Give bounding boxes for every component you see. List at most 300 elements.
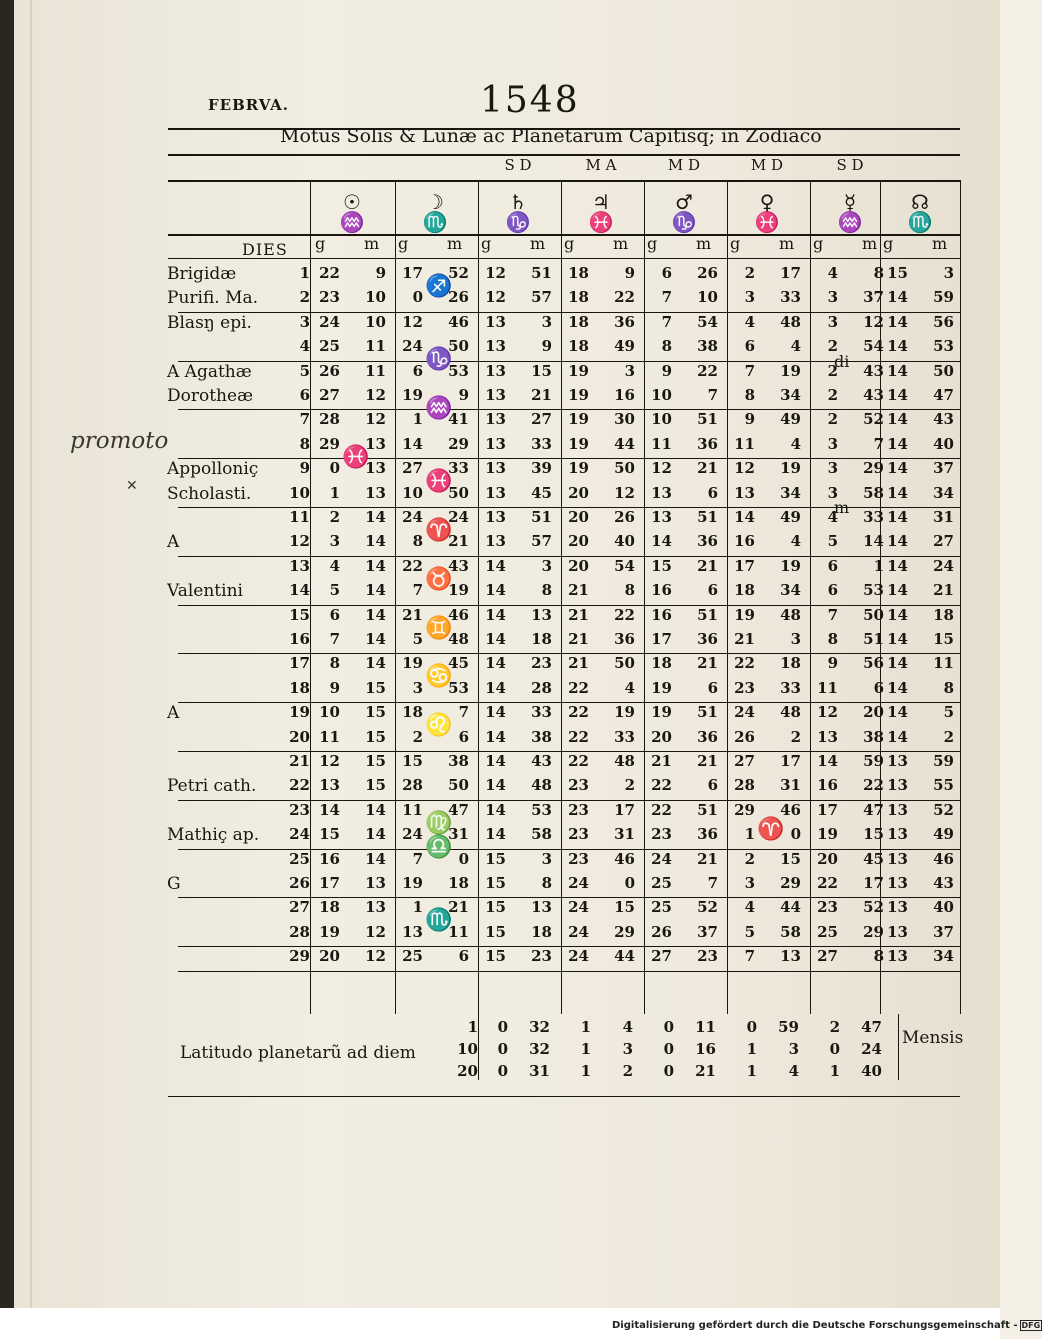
table-cell-g: 4 [827,264,838,282]
table-cell-g: 2 [744,849,755,868]
table-cell-m: 40 [933,898,954,917]
table-cell-g: 14 [485,727,506,746]
table-cell-m: 13 [780,947,801,966]
table-cell-m: 14 [365,825,386,844]
table-cell-m: 48 [531,776,552,795]
table-cell-g: 6 [827,581,838,600]
table-cell-g: 25 [651,898,672,917]
table-cell-g: 13 [887,776,908,795]
table-cell-m: 29 [780,874,801,892]
row-rule [178,971,960,972]
digitization-credit [612,1320,1042,1331]
table-cell-g: 19 [734,605,755,624]
table-cell-m: 18 [448,874,469,892]
day-number: 18 [289,678,310,697]
table-cell-m: 50 [614,654,635,673]
table-cell-g: 6 [744,337,755,356]
table-cell-m: 13 [531,605,552,624]
table-cell-g: 22 [568,678,589,697]
table-cell-g: 25 [402,947,423,966]
table-cell-g: 12 [402,312,423,331]
table-cell-g: 27 [651,947,672,966]
table-cell-g: 26 [319,361,340,380]
table-cell-g: 8 [329,654,340,673]
table-cell-m: 53 [531,800,552,819]
table-cell-g: 14 [817,752,838,770]
table-cell-m: 58 [780,922,801,941]
table-cell-m: 8 [873,947,884,966]
sign-symbol-icon-0: ♒ [339,210,365,234]
m-header-0: m [364,234,380,253]
day-number: 2 [299,288,310,307]
table-cell-m: 17 [863,874,884,892]
table-cell-g: 14 [887,678,908,697]
table-cell-g: 23 [817,898,838,917]
table-cell-g: 11 [402,800,423,819]
day-number: 13 [289,556,310,575]
table-cell-m: 23 [531,654,552,673]
table-cell-m: 2 [790,727,801,746]
table-cell-g: 10 [402,483,423,502]
table-cell-m: 15 [365,776,386,795]
table-cell-g: 8 [744,386,755,404]
table-cell-m: 7 [873,434,884,453]
table-cell-g: 21 [568,581,589,600]
credit-text: Digitalisierung gefördert durch die Deutsche Forschungsgemeinschaft - [612,1320,1018,1331]
lat-rule-left [478,1014,479,1080]
table-cell-g: 2 [827,386,838,404]
table-cell-m: 51 [863,630,884,648]
table-cell-g: 17 [651,630,672,648]
table-cell-m: 26 [448,288,469,307]
table-cell-g: 13 [887,922,908,941]
table-cell-g: 14 [319,800,340,819]
table-cell-g: 22 [568,727,589,746]
table-cell-m: 36 [697,532,718,551]
table-cell-g: 24 [402,825,423,844]
m-header-7: m [932,234,948,253]
table-cell-m: 19 [780,556,801,575]
table-cell-g: 2 [827,410,838,429]
table-cell-m: 15 [531,361,552,380]
table-cell-m: 4 [790,434,801,453]
table-cell-m: 46 [614,849,635,868]
column-rule-3 [561,180,562,1014]
table-cell-m: 8 [873,264,884,282]
latitudo-cell-deg: 2 [829,1018,840,1036]
table-cell-g: 21 [568,605,589,624]
day-number: 12 [289,532,310,551]
table-cell-m: 14 [365,630,386,648]
table-cell-g: 13 [485,459,506,478]
table-cell-g: 18 [651,654,672,673]
latitudo-cell-deg: 0 [663,1062,674,1080]
latitudo-cell-min: 32 [529,1018,550,1036]
table-cell-m: 15 [365,727,386,746]
table-cell-g: 7 [744,947,755,966]
sign-symbol-icon-5: ♓ [754,210,780,234]
table-cell-m: 31 [448,825,469,844]
table-cell-m: 12 [365,922,386,941]
table-cell-g: 19 [568,459,589,478]
g-header-5: g [730,234,741,253]
table-cell-m: 33 [780,288,801,307]
table-cell-m: 14 [365,508,386,526]
latitudo-cell-deg: 1 [746,1062,757,1080]
sign-symbol-icon-4: ♑ [671,210,697,234]
table-cell-m: 46 [933,849,954,868]
day-number: 1 [299,264,310,282]
table-cell-g: 13 [485,386,506,404]
table-cell-g: 8 [827,630,838,648]
table-cell-g: 18 [319,898,340,917]
table-cell-g: 23 [568,800,589,819]
table-cell-g: 22 [568,752,589,770]
table-cell-g: 5 [744,922,755,941]
sign-symbol-icon-2: ♑ [505,210,531,234]
table-cell-m: 31 [780,776,801,795]
table-cell-m: 14 [365,556,386,575]
day-number: 29 [289,947,310,966]
table-cell-g: 13 [887,898,908,917]
moon-sign-icon: ♌ [425,713,453,739]
table-cell-g: 16 [651,605,672,624]
day-number: 20 [289,727,310,746]
table-cell-m: 56 [863,654,884,673]
table-cell-g: 1 [744,825,755,844]
table-cell-m: 45 [863,849,884,868]
table-cell-m: 24 [448,508,469,526]
table-cell-m: 51 [697,800,718,819]
row-label: Appolloniç [167,459,259,480]
day-number: 22 [289,776,310,795]
table-cell-g: 25 [319,337,340,356]
handwritten-note: promoto [70,428,169,454]
table-cell-m: 6 [707,678,718,697]
table-cell-g: 3 [827,459,838,478]
table-cell-m: 9 [624,264,635,282]
table-cell-m: 14 [365,581,386,600]
table-cell-g: 14 [485,752,506,770]
table-cell-m: 0 [458,849,469,868]
mercury-note: di [834,351,850,371]
table-cell-m: 8 [943,678,954,697]
table-cell-m: 33 [531,434,552,453]
moon-sign-icon: ♎ [425,835,453,861]
table-cell-g: 14 [887,605,908,624]
table-cell-m: 29 [863,922,884,941]
table-cell-g: 8 [412,532,423,551]
table-cell-g: 28 [402,776,423,795]
table-cell-m: 50 [933,361,954,380]
column-rule-5 [727,180,728,1014]
table-cell-g: 11 [651,434,672,453]
table-cell-g: 22 [402,556,423,575]
latitudo-cell-deg: 0 [663,1040,674,1058]
day-number: 14 [289,581,310,600]
dies-label: DIES [242,240,288,259]
table-cell-g: 2 [827,337,838,356]
table-cell-m: 21 [697,459,718,478]
table-cell-m: 52 [933,800,954,819]
table-cell-g: 13 [485,532,506,551]
table-cell-m: 21 [448,898,469,917]
table-cell-g: 17 [734,556,755,575]
table-cell-m: 15 [614,898,635,917]
table-cell-m: 6 [458,727,469,746]
table-cell-m: 3 [790,630,801,648]
day-number: 19 [289,703,310,722]
table-cell-g: 22 [817,874,838,892]
table-cell-g: 3 [744,874,755,892]
table-cell-m: 14 [365,532,386,551]
table-cell-g: 20 [568,508,589,526]
table-cell-m: 13 [365,874,386,892]
table-cell-m: 15 [780,849,801,868]
table-cell-g: 14 [485,703,506,722]
table-cell-g: 19 [402,874,423,892]
table-cell-m: 15 [365,703,386,722]
table-cell-m: 54 [697,312,718,331]
table-cell-g: 12 [485,264,506,282]
table-cell-g: 5 [329,581,340,600]
table-cell-m: 30 [614,410,635,429]
table-cell-m: 19 [780,361,801,380]
table-cell-g: 15 [485,849,506,868]
table-cell-m: 19 [780,459,801,478]
mercury-note: m [834,498,850,517]
table-cell-m: 53 [448,361,469,380]
table-cell-m: 7 [707,386,718,404]
table-cell-g: 13 [485,361,506,380]
planet-symbol-icon-3: ♃ [592,190,610,214]
table-cell-g: 1 [412,898,423,917]
table-cell-m: 41 [448,410,469,429]
table-cell-g: 18 [568,264,589,282]
latitudo-cell-deg: 0 [663,1018,674,1036]
table-cell-m: 14 [365,800,386,819]
table-cell-g: 11 [817,678,838,697]
table-cell-g: 2 [827,361,838,380]
table-cell-g: 27 [402,459,423,478]
table-cell-m: 59 [863,752,884,770]
table-cell-g: 6 [412,361,423,380]
table-cell-g: 9 [827,654,838,673]
row-label: Mathiç ap. [167,825,260,846]
g-header-4: g [647,234,658,253]
sdm-header-3: M D [750,156,784,174]
moon-sign-icon: ♐ [425,274,453,299]
table-cell-g: 14 [887,508,908,526]
table-cell-m: 54 [614,556,635,575]
table-cell-g: 15 [887,264,908,282]
table-cell-g: 18 [568,288,589,307]
table-cell-g: 22 [734,654,755,673]
table-cell-m: 39 [531,459,552,478]
table-cell-m: 50 [448,776,469,795]
table-cell-m: 45 [531,483,552,502]
table-cell-g: 14 [485,605,506,624]
table-cell-m: 3 [541,556,552,575]
table-cell-m: 24 [933,556,954,575]
table-cell-g: 24 [402,337,423,356]
table-cell-g: 15 [485,947,506,966]
table-cell-m: 34 [780,581,801,600]
table-cell-g: 14 [887,337,908,356]
day-number: 7 [299,410,310,429]
latitudo-cell-deg: 1 [580,1040,591,1058]
table-cell-g: 26 [734,727,755,746]
table-cell-g: 4 [827,508,838,526]
table-cell-g: 18 [734,581,755,600]
table-cell-g: 8 [661,337,672,356]
row-label: Purifi. Ma. [167,288,259,309]
day-number: 10 [289,483,310,502]
table-cell-m: 47 [933,386,954,404]
moon-sign-icon: ♈ [425,518,453,543]
column-rule-6 [810,180,811,1014]
table-cell-m: 19 [614,703,635,722]
table-cell-g: 19 [568,386,589,404]
table-cell-g: 6 [329,605,340,624]
latitudo-cell-min: 21 [695,1062,716,1080]
table-cell-g: 14 [485,630,506,648]
table-cell-g: 27 [319,386,340,404]
table-cell-m: 38 [531,727,552,746]
table-cell-g: 3 [329,532,340,551]
table-cell-m: 48 [780,703,801,722]
day-number: 23 [289,800,310,819]
table-cell-g: 0 [329,459,340,478]
sign-symbol-icon-3: ♓ [588,210,614,234]
scan-left-edge [0,0,14,1339]
m-header-3: m [613,234,629,253]
table-cell-m: 52 [863,410,884,429]
table-cell-m: 10 [697,288,718,307]
day-number: 4 [299,337,310,356]
table-cell-g: 19 [402,654,423,673]
table-cell-m: 51 [531,264,552,282]
table-cell-m: 11 [448,922,469,941]
table-cell-m: 11 [365,361,386,380]
m-header-5: m [779,234,795,253]
moon-sign-icon: ♓ [425,469,453,495]
table-cell-g: 23 [568,849,589,868]
table-cell-m: 49 [780,508,801,526]
table-cell-g: 7 [329,630,340,648]
table-cell-m: 21 [697,556,718,575]
row-label: Petri cath. [167,776,257,797]
table-cell-g: 14 [887,654,908,673]
table-cell-m: 17 [780,752,801,770]
table-cell-m: 47 [863,800,884,819]
year-header: 1548 [480,80,580,121]
table-cell-m: 4 [624,678,635,697]
moon-sign-icon: ♉ [425,566,453,592]
day-number: 21 [289,752,310,770]
table-cell-m: 17 [614,800,635,819]
page-fold [30,0,32,1308]
dfg-logo: DFG [1021,1321,1041,1330]
table-cell-g: 27 [817,947,838,966]
table-cell-g: 17 [817,800,838,819]
table-cell-g: 16 [651,581,672,600]
g-header-7: g [883,234,894,253]
planet-symbol-icon-4: ♂ [675,190,693,214]
table-cell-m: 9 [541,337,552,356]
moon-sign-icon: ♍ [425,810,453,836]
table-cell-g: 16 [817,776,838,795]
table-cell-g: 14 [485,581,506,600]
table-cell-m: 33 [531,703,552,722]
table-cell-g: 15 [485,898,506,917]
table-cell-m: 53 [933,337,954,356]
table-cell-m: 36 [614,312,635,331]
table-cell-m: 49 [780,410,801,429]
table-cell-g: 0 [412,288,423,307]
table-cell-g: 14 [887,434,908,453]
table-cell-m: 29 [863,459,884,478]
table-cell-g: 13 [651,483,672,502]
table-cell-m: 13 [365,434,386,453]
table-cell-g: 24 [568,874,589,892]
table-cell-g: 6 [827,556,838,575]
latitudo-cell-deg: 1 [580,1062,591,1080]
table-cell-g: 9 [329,678,340,697]
lat-rule-right [898,1014,899,1080]
table-cell-m: 12 [365,947,386,966]
day-number: 28 [289,922,310,941]
table-cell-m: 22 [697,361,718,380]
table-cell-m: 48 [614,752,635,770]
table-cell-m: 12 [365,410,386,429]
table-cell-g: 19 [568,434,589,453]
latitudo-cell-min: 24 [861,1040,882,1058]
lat-rule-bottom [168,1096,960,1097]
table-cell-g: 13 [402,922,423,941]
moon-sign-icon: ♑ [425,347,453,373]
table-cell-m: 37 [863,288,884,307]
table-cell-g: 20 [817,849,838,868]
table-cell-m: 43 [448,556,469,575]
table-cell-g: 3 [744,288,755,307]
table-cell-g: 13 [485,337,506,356]
latitudo-cell-min: 32 [529,1040,550,1058]
table-cell-g: 14 [485,825,506,844]
table-cell-g: 14 [887,532,908,551]
moon-sign-icon: ♋ [425,664,453,690]
table-cell-m: 58 [531,825,552,844]
table-cell-g: 23 [319,288,340,307]
table-cell-g: 24 [568,922,589,941]
table-cell-m: 58 [863,483,884,502]
latitudo-cell-min: 3 [788,1040,799,1058]
table-cell-m: 51 [697,410,718,429]
table-cell-m: 7 [707,874,718,892]
table-cell-m: 50 [863,605,884,624]
table-cell-g: 9 [661,361,672,380]
sun-sign-icon: ♓ [342,445,370,471]
table-cell-m: 36 [697,434,718,453]
table-cell-g: 15 [319,825,340,844]
table-cell-g: 21 [651,752,672,770]
moon-sign-icon: ♒ [425,396,453,421]
table-cell-m: 13 [365,898,386,917]
latitudo-day: 10 [457,1040,478,1058]
latitudo-cell-min: 59 [778,1018,799,1036]
table-cell-m: 0 [624,874,635,892]
rule-sdm [168,180,960,182]
